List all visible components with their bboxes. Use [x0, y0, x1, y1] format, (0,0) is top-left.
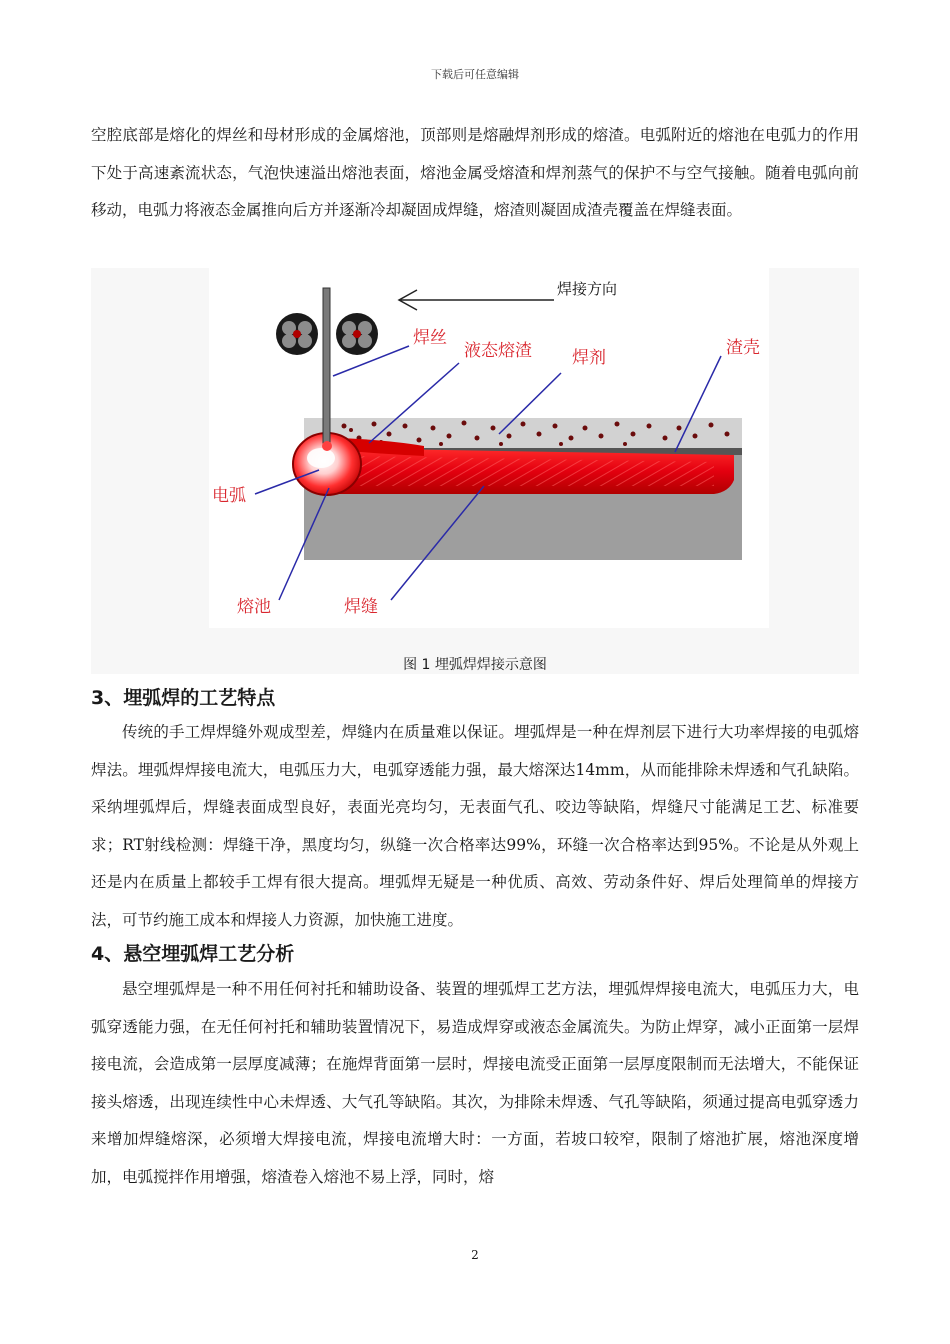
feed-roller-left: [276, 313, 318, 355]
label-weld-pool: 熔池: [237, 597, 271, 617]
feed-roller-right: [336, 313, 378, 355]
welding-wire: [323, 288, 330, 443]
label-arc: 电弧: [212, 486, 246, 506]
intro-paragraph: 空腔底部是熔化的焊丝和母材形成的金属熔池，顶部则是熔融焊剂形成的熔渣。电弧附近的熔池在电弧力的作用下处于高速紊流状态，气泡快速溢出熔池表面，熔池金属受熔渣和焊剂蒸气的保护不与空气接触。随着电弧向前移动，电弧力将液态金属推向后方并逐渐冷却凝固成焊缝，熔渣则凝固成渣壳覆盖在焊缝表面。: [91, 126, 859, 219]
section3-heading: 3、埋弧焊的工艺特点: [91, 687, 276, 709]
section4-body: [91, 971, 859, 1196]
section4-heading: 4、悬空埋弧焊工艺分析: [91, 943, 295, 965]
label-liquid-slag: 液态熔渣: [464, 341, 532, 361]
submerged-arc-welding-diagram: [209, 268, 769, 628]
label-weld-seam: 焊缝: [344, 597, 378, 617]
figure-container: [91, 268, 859, 674]
page-number: 2: [471, 1248, 479, 1262]
label-welding-direction: 焊接方向: [557, 280, 618, 298]
section3-body: [91, 714, 859, 939]
figure-caption: 图 1 埋弧焊焊接示意图: [403, 657, 547, 673]
intro-paragraph-block: [91, 117, 859, 230]
section4-paragraph: 悬空埋弧焊是一种不用任何衬托和辅助设备、装置的埋弧焊工艺方法，埋弧焊焊接电流大，电弧压力大，电弧穿透能力强，在无任何衬托和辅助装置情况下，易造成焊穿或液态金属流失。为防止焊穿，减小正面第一层焊接电流，会造成第一层厚度减薄；在施焊背面第一层时，焊接电流受正面第一层厚度限制而无法增大，不能保证接头熔透，出现连续性中心未焊透、大气孔等缺陷。其次，为排除未焊透、气孔等缺陷，须通过提高电弧穿透力来增加焊缝熔深，必须增大焊接电流，焊接电流增大时：一方面，若坡口较窄，限制了熔池扩展，熔池深度增加，电弧搅拌作用增强，熔渣卷入熔池不易上浮，同时，熔: [91, 980, 859, 1186]
page-header-note: 下载后可任意编辑: [431, 68, 519, 81]
label-welding-wire: 焊丝: [413, 328, 447, 348]
section3-paragraph: 传统的手工焊焊缝外观成型差，焊缝内在质量难以保证。埋弧焊是一种在焊剂层下进行大功率焊接的电弧熔焊法。埋弧焊焊接电流大，电弧压力大，电弧穿透能力强，最大熔深达14mm，从而能排除未焊透和气孔缺陷。采纳埋弧焊后，焊缝表面成型良好，表面光亮均匀，无表面气孔、咬边等缺陷，焊缝尺寸能满足工艺、标准要求；RT射线检测：焊缝干净，黑度均匀，纵缝一次合格率达99%，环缝一次合格率达到95%。不论是从外观上还是内在质量上都较手工焊有很大提高。埋弧焊无疑是一种优质、高效、劳动条件好、焊后处理简单的焊接方法，可节约施工成本和焊接人力资源，加快施工进度。: [91, 723, 859, 929]
label-slag-shell: 渣壳: [726, 338, 760, 358]
label-flux: 焊剂: [572, 348, 606, 368]
